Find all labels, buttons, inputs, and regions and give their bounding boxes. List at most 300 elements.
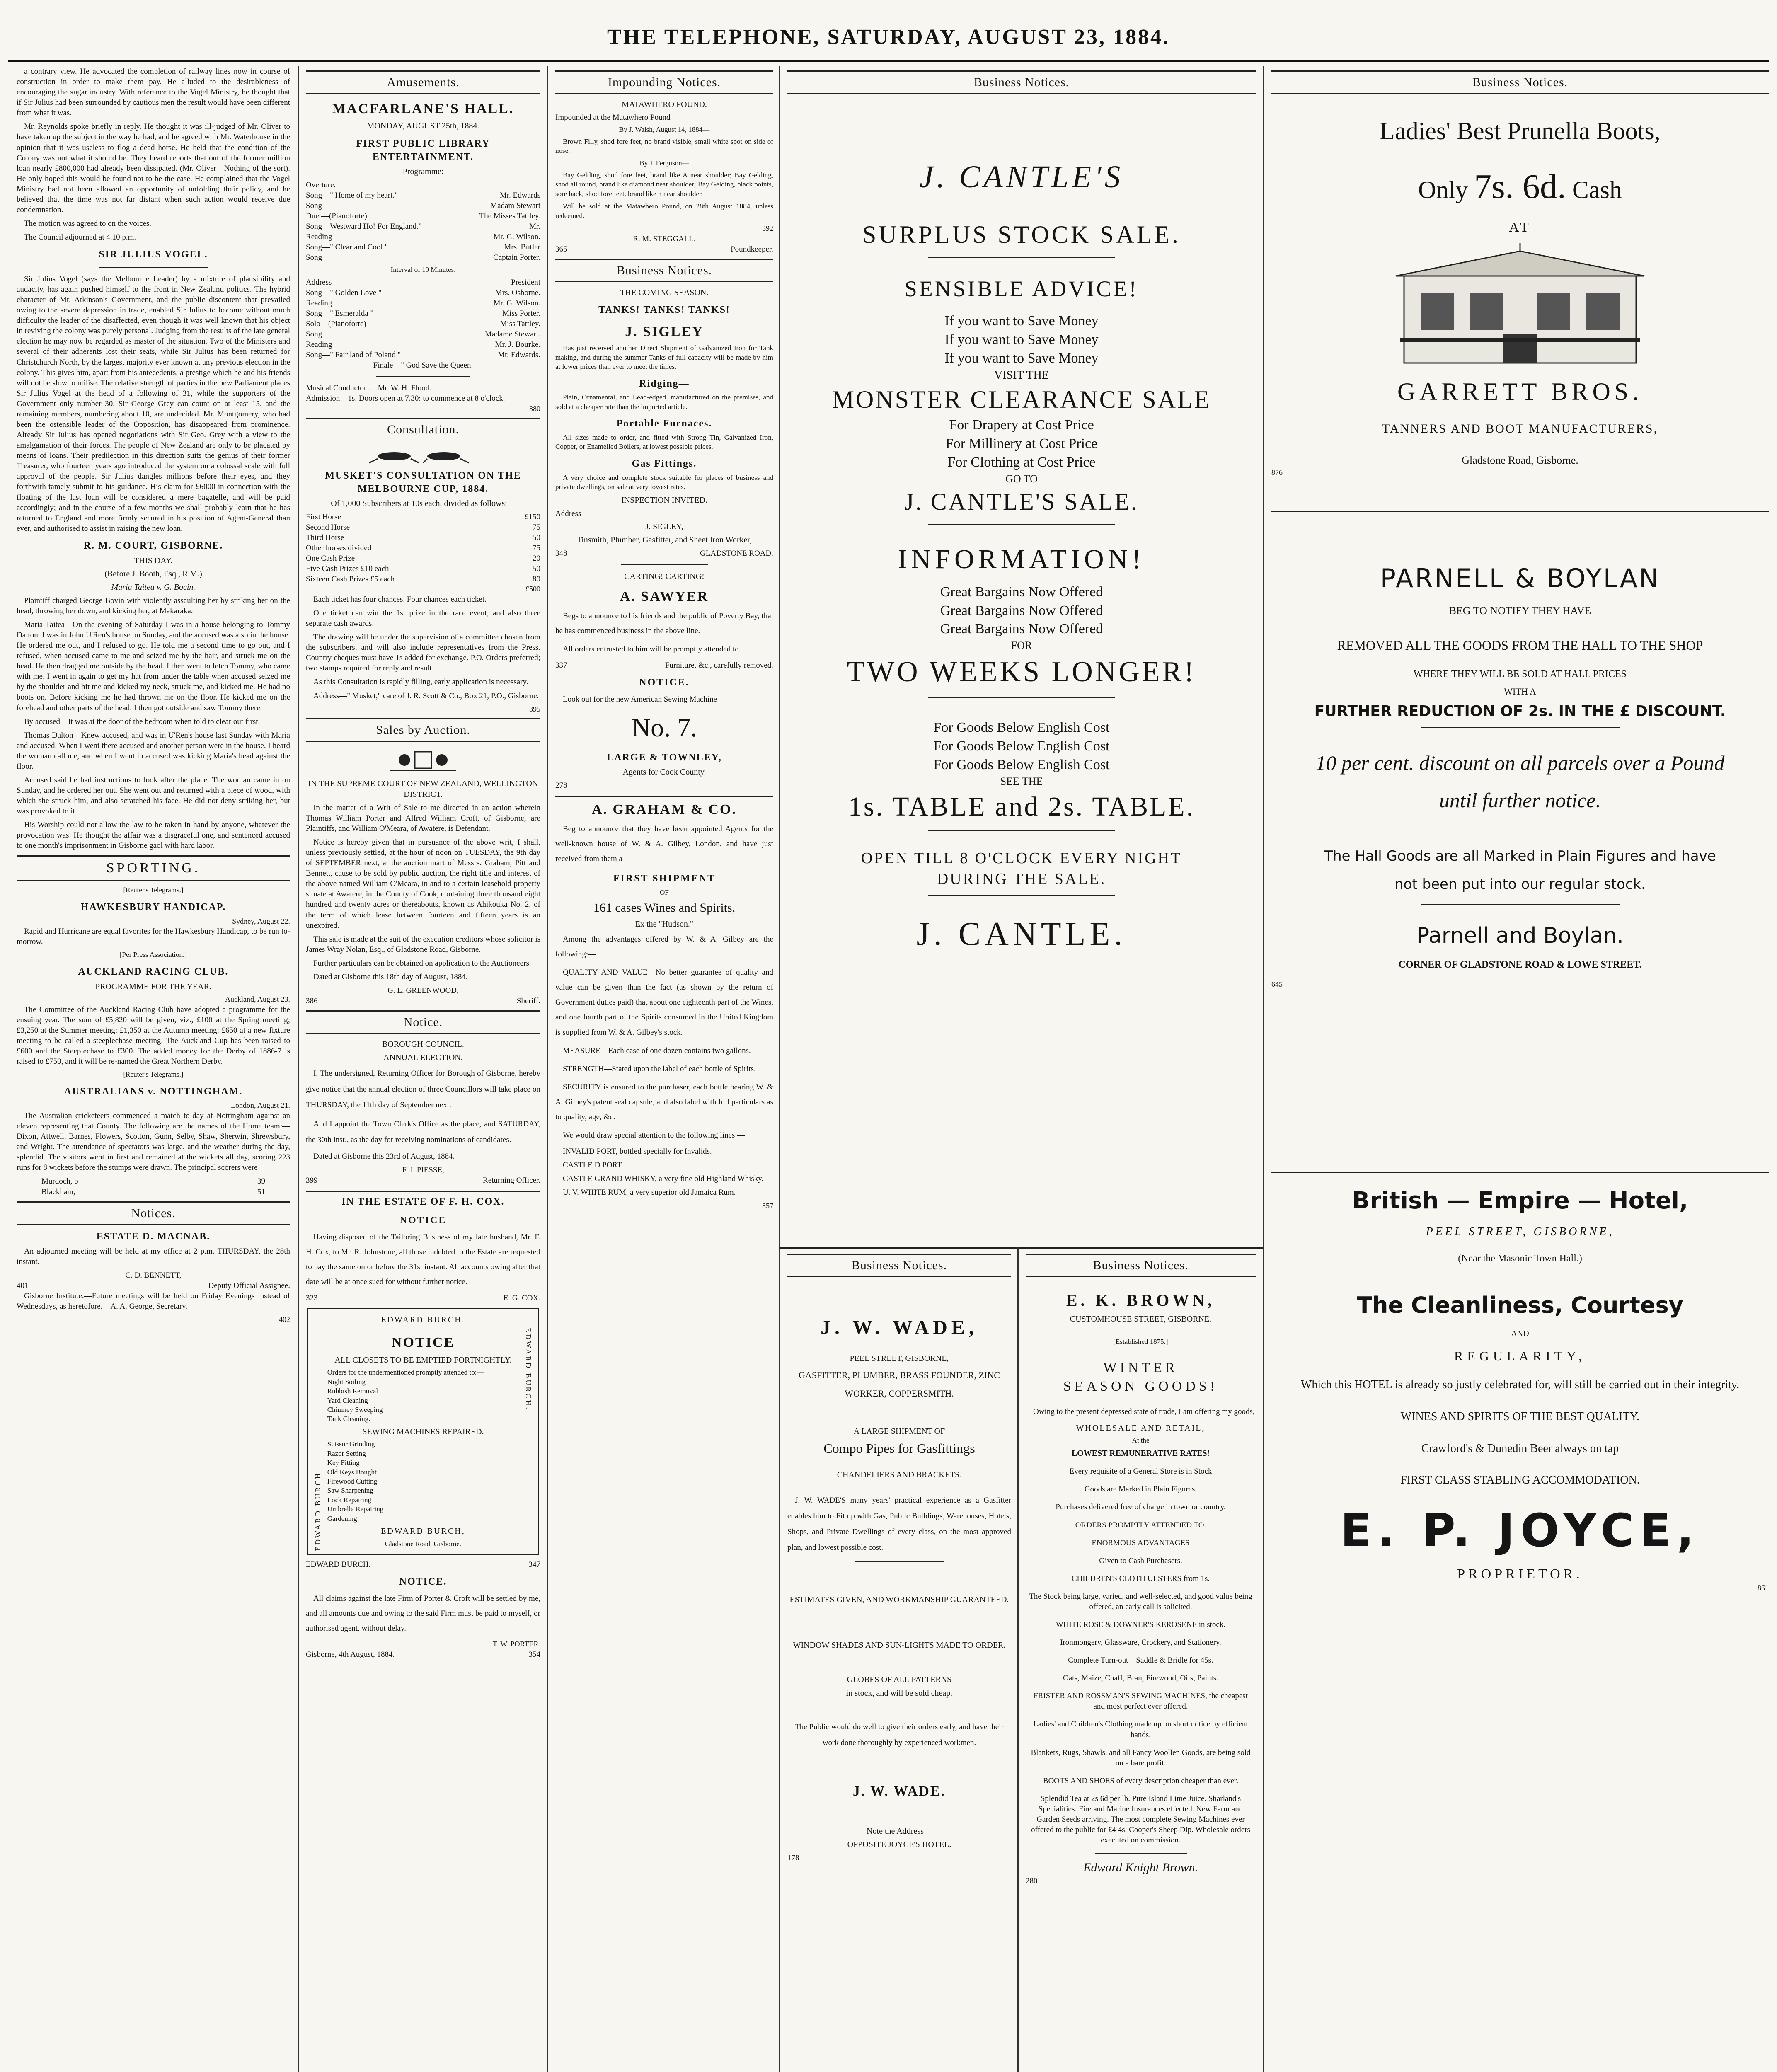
ad-number: 392 [762,224,773,232]
subheading: FIRST SHIPMENT [613,873,716,884]
price: 7s. 6d. [1474,167,1566,206]
signature-row [306,1559,540,1570]
row-value: 75 [533,543,540,552]
signature: G. L. GREENWOOD, [387,986,459,995]
row-label: Five Cash Prizes £10 each [306,564,389,573]
ad-number: 876 [1271,468,1283,477]
divider [928,697,1115,698]
divider [99,267,208,268]
row-label: Third Horse [306,533,344,542]
ad-title: NOTICE [391,1334,455,1350]
player-runs: 51 [257,1187,265,1196]
row-value: President [511,278,540,287]
paragraph: We would draw special attention to the following lines:— [563,1131,745,1140]
subheading: in stock, and will be sold cheap. [846,1688,953,1698]
paragraph: The Public would do well to give their orders early, and have their work done thoroughly by experienced workmen. [795,1723,1004,1748]
row-label: Song [306,201,322,210]
price-label: Cash [1572,176,1622,203]
divider [855,1561,944,1562]
ad-header: EDWARD BURCH. [381,1315,465,1324]
list-row [306,190,540,201]
brown-ad [1026,1249,1256,2072]
player-name: Blackham, [41,1187,75,1196]
signature-row [306,1175,540,1186]
column-divider [547,66,548,2072]
row-value: Miss Tattley. [500,319,540,328]
ad-line: If you want to Save Money [944,313,1099,329]
subheading: ANNUAL ELECTION. [383,1053,463,1063]
subheading: By J. Ferguson— [639,159,689,167]
ad-title: J. W. WADE, [821,1316,978,1339]
section-header: Business Notices. [787,70,1256,94]
list-row [306,308,540,319]
paragraph: Will be sold at the Matawhero Pound, on 28th August 1884, unless redeemed. [555,202,773,220]
ad-line: WITH A [1504,686,1536,697]
ad-line: Great Bargains Now Offered [940,621,1103,637]
score-row [17,1176,290,1186]
address: GLADSTONE ROAD. [700,549,773,558]
row-label: Song—" Golden Love " [306,288,382,297]
subheading: By J. Walsh, August 14, 1884— [619,126,710,134]
paragraph: a contrary view. He advocated the completion of railway lines now in course of construction in order to make them pay. He alluded to the desirableness of encouraging the sugar industry. With reference to the Vogel Ministry, he thought that if Sir Julius had been surrounded by cautious men the result would have been different from what it was. [17,67,290,118]
paragraph: This sale is made at the suit of the execution creditors whose solicitor is James Wray Nolan, Esq., of Gladstone Road, Gisborne. [306,934,540,954]
signature: EDWARD BURCH, [381,1527,465,1536]
subheading: THIS DAY. [134,556,173,565]
section-header: Business Notices. [787,1254,1011,1277]
service-item: Old Keys Bought [327,1468,377,1476]
subheading: GLOBES OF ALL PATTERNS [847,1675,952,1685]
ad-number: 402 [279,1315,290,1324]
paragraph: Brown Filly, shod fore feet, no brand visible, small white spot on side of nose. [555,137,773,155]
burch-content [325,1328,522,1551]
masthead: THE TELEPHONE, SATURDAY, AUGUST 23, 1884. [607,25,1170,49]
divider [621,564,708,565]
row-value: Mrs. Butler [504,243,540,252]
divider [376,376,470,377]
paragraph: Having disposed of the Tailoring Business of my late husband, Mr. F. H. Cox, to Mr. R. Johnstone, all those indebted to the Estate are requested to pay the same on or before the 31st instant. All accounts owing after that date will be at once sued for without further notice. [306,1233,540,1287]
paragraph: In the matter of a Writ of Sale to me directed in an action wherein Thomas William Porter and Alfred William Croft, of Gisborne, are Plaintiffs, and William O'Meara, of Awatere, is Defendant. [306,803,540,833]
brown-list [1026,1466,1256,1845]
address: OPPOSITE JOYCE'S HOTEL. [847,1840,951,1849]
subheading: Of 1,000 Subscribers at 10s each, divided as follows:— [331,499,516,508]
subheading: Portable Furnaces. [616,418,712,429]
source-line: [Per Press Association.] [120,951,187,959]
section-header: Impounding Notices. [555,70,773,94]
racehorse-icon [361,447,485,464]
subheading: BOROUGH COUNCIL. [382,1039,464,1049]
ad-subtitle: 10 per cent. discount on all parcels over a Pound until further notice. [1315,751,1725,812]
row-value: Mr. G. Wilson. [493,298,540,307]
finale: Finale—" God Save the Queen. [373,361,473,370]
signature-role: Returning Officer. [483,1176,540,1185]
ad-number: 354 [528,1650,540,1659]
address: CUSTOMHOUSE STREET, GISBORNE. [1070,1314,1212,1324]
ad-line: For Goods Below English Cost [933,757,1110,772]
subheading: (Before J. Booth, Esq., R.M.) [104,569,202,579]
list-row [306,564,540,574]
list-item: Purchases delivered free of charge in town or country. [1056,1503,1226,1512]
signature: R. M. STEGGALL, [633,234,696,243]
ad-subtitle: INFORMATION! [898,544,1145,574]
signature: J. SIGLEY, [645,522,683,531]
subheading: ALL CLOSETS TO BE EMPTIED FORTNIGHTLY. [334,1355,512,1365]
dateline: Sydney, August 22. [232,917,290,925]
section-header: Consultation. [306,418,540,441]
divider [928,257,1115,258]
ad-line: REMOVED ALL THE GOODS FROM THE HALL TO THE SHOP [1337,637,1703,653]
paragraph: Furniture, &c., carefully removed. [665,661,773,670]
row-value: Captain Porter. [493,253,540,262]
ads-column [306,66,540,2072]
divider [928,895,1115,896]
section-rule [1271,1172,1769,1173]
paragraph: Has just received another Direct Shipment of Galvanized Iron for Tank making, and during the summer Tanks of full capacity will be made by him at lower prices than ever to meet the times. [555,344,773,371]
service-item: Chimney Sweeping [327,1405,383,1414]
ad-line: Great Bargains Now Offered [940,584,1103,600]
address: PEEL STREET, GISBORNE, [1426,1225,1615,1239]
row-label: Reading [306,298,332,307]
ad-title: GARRETT BROS. [1397,378,1643,405]
ad-line: BEG TO NOTIFY THEY HAVE [1449,605,1591,617]
signature: EDWARD BURCH. [306,1560,371,1569]
dateline: London, August 21. [230,1101,290,1110]
paragraph: Begs to announce to his friends and the public of Poverty Bay, that he has commenced business in the above line. [555,611,773,636]
section-header: Amusements. [306,70,540,94]
list-item: The Stock being large, varied, and well-selected, and good value being offered, an early call is solicited. [1029,1592,1252,1611]
side-text: EDWARD BURCH. [524,1327,533,1411]
ad-subtitle: Compo Pipes for Gasfittings [823,1440,975,1456]
paragraph: QUALITY AND VALUE—No better guarantee of quality and value can be given than the fact (as shown by the return of Government duties paid) that about one eighteenth part of the Wines, and one fourth part of the Spirits consumed in the United Kingdom is supplied from W. & A. Gilbey's stock. [555,968,773,1037]
divider [928,830,1115,831]
ad-subtitle: SEASON GOODS! [1063,1379,1218,1394]
list-item: Every requisite of a General Store is in Stock [1069,1467,1212,1476]
list-row [306,298,540,308]
programme-list [306,190,540,263]
conductor: Musical Conductor......Mr. W. H. Flood. [306,384,431,393]
address: CORNER OF GLADSTONE ROAD & LOWE STREET. [1398,959,1642,970]
signature-row [555,548,773,559]
paragraph: Owing to the present depressed state of trade, I am offering my goods, [1033,1407,1255,1416]
ad-title: British — Empire — Hotel, [1352,1187,1688,1215]
list-item: ORDERS PROMPTLY ATTENDED TO. [1075,1520,1206,1530]
service-item: Umbrella Repairing [327,1505,384,1513]
ad-line: (Near the Masonic Town Hall.) [1458,1253,1582,1264]
divider [928,524,1115,525]
cantle-ad [787,66,1256,1243]
subheading: WHOLESALE AND RETAIL, [1076,1423,1206,1433]
section-header: SPORTING. [17,855,290,881]
ad-subtitle: FURTHER REDUCTION OF 2s. IN THE £ DISCOUNT. [1314,702,1726,720]
paragraph: A very choice and complete stock suitable for places of business and private dwellings, on sale at very lowest rates. [555,473,773,491]
row-label: Song—Westward Ho! For England." [306,222,422,231]
list-item: BOOTS AND SHOES of every description cheaper than ever. [1043,1776,1239,1785]
ad-line: AT [1509,219,1531,235]
ad-line: For Goods Below English Cost [933,720,1110,736]
service-item: Scissor Grinding [327,1440,375,1448]
list-row [306,553,540,564]
ad-number: 645 [1271,980,1283,989]
paragraph: Tinsmith, Plumber, Gasfitter, and Sheet Iron Worker, [576,535,752,545]
ad-number: 399 [306,1176,318,1185]
list-item: Complete Turn-out—Saddle & Bridle for 45s. [1068,1656,1213,1665]
ad-number: 380 [529,404,540,413]
score-row [17,1187,290,1197]
signature-row [306,1293,540,1303]
ad-line: WHERE THEY WILL BE SOLD AT HALL PRICES [1414,668,1627,680]
article-title: SIR JULIUS VOGEL. [99,249,208,260]
section-rule [1271,511,1769,512]
paragraph: Among the advantages offered by W. & A. Gilbey are the following:— [555,934,773,959]
signature-role: Sheriff. [516,997,540,1006]
subheading: WINDOW SHADES AND SUN-LIGHTS MADE TO ORDER. [793,1641,1006,1650]
paragraph: I, The undersigned, Returning Officer for Borough of Gisborne, hereby give notice that the annual election of three Councillors will take place on THURSDAY, the 11th day of September next. [306,1069,540,1109]
venue-title: MACFARLANE'S HALL. [332,101,514,116]
service-item: Gardening [327,1514,357,1523]
burch-body [312,1328,535,1551]
subheading: ESTIMATES GIVEN, AND WORKMANSHIP GUARANTEED. [789,1595,1009,1605]
signature-row [555,660,773,670]
row-label: Reading [306,232,332,241]
ad-line: FOR [1011,639,1032,652]
service-item: Rubbish Removal [327,1387,378,1395]
subheading: Gas Fittings. [632,458,697,469]
paragraph: Address—" Musket," care of J. R. Scott & Co., Box 21, P.O., Gisborne. [313,691,539,700]
paragraph: Further particulars can be obtained on application to the Auctioneers. [313,959,531,968]
row-value: 50 [533,533,540,542]
ad-title: No. 7. [631,713,697,743]
ad-subtitle: REGULARITY, [1454,1348,1586,1364]
signature-row [555,244,773,254]
side-text: EDWARD BURCH. [314,1468,322,1551]
admission: Admission—1s. Doors open at 7.30: to commence at 8 o'clock. [306,394,505,403]
programme-list [306,277,540,361]
shop-building-icon [1387,243,1653,367]
paragraph: Notice is hereby given that in pursuance of the above writ, I shall, unless previously settled, at the hour of noon on TUESDAY, the 9th day of SEPTEMBER next, at the auction mart of Messrs. Graham, Pitt and Bennett, cause to be sold by public auction, the right title and interest of the above-named William O'Meara, in and to a certain leasehold property situate at Awatere, in the County of Cook, containing three thousand eight hundred and twenty acres or thereabouts, known as Ahikouka No. 2, of the term of which lease between fourteen and fifteen years is an unexpired. [306,838,540,930]
paragraph: Orders for the undermentioned promptly attended to:— [327,1368,484,1377]
wade-ad [787,1249,1011,2072]
list-item: FRISTER AND ROSSMAN'S SEWING MACHINES, the cheapest and most perfect ever offered. [1034,1692,1248,1711]
list-row [306,574,540,584]
ad-line: For Millinery at Cost Price [945,436,1098,451]
paragraph: Thomas Dalton—Knew accused, and was in U'Ren's house last Sunday with Maria and accused. When I went there accused and another person were in the house. I heard the woman call me, and when I went in accused was kicking Maria's head against the floor. [17,731,290,771]
ad-title: MUSKET'S CONSULTATION ON THE MELBOURNE CUP, 1884. [325,470,521,494]
signature-row [306,1649,540,1660]
notice-title: NOTICE. [399,1576,447,1588]
section-header: Business Notices. [555,259,773,282]
paragraph: CASTLE D PORT. [563,1161,623,1170]
notice-title: NOTICE. [639,677,690,688]
paragraph: Dated at Gisborne this 23rd of August, 1884. [313,1152,455,1161]
prize-total: £500 [525,585,540,593]
subheading: SEWING MACHINES REPAIRED. [362,1427,484,1436]
ad-title: J. CANTLE'S [919,159,1124,194]
subheading: Ridging— [639,378,690,389]
ad-line: WINES AND SPIRITS OF THE BEST QUALITY. [1400,1410,1640,1423]
paragraph: Each ticket has four chances. Four chances each ticket. [313,595,487,604]
service-item: Yard Cleaning [327,1396,368,1404]
list-item: Blankets, Rugs, Shawls, and all Fancy Woollen Goods, are being sold on a bare profit. [1031,1748,1251,1767]
ad-signature: E. P. JOYCE, [1340,1504,1700,1557]
article-title: HAWKESBURY HANDICAP. [80,901,226,913]
notice-title: IN THE ESTATE OF F. H. COX. [306,1191,540,1209]
address: Gladstone Road, Gisborne. [1462,454,1578,467]
list-row [306,288,540,298]
paragraph: All orders entrusted to him will be promptly attended to. [563,645,741,654]
list-row [306,232,540,242]
notice-title: ESTATE D. MACNAB. [96,1231,211,1242]
ad-signature: Parnell and Boylan. [1416,923,1624,949]
ad-number: 347 [528,1560,540,1569]
subheading: LOWEST REMUNERATIVE RATES! [1071,1448,1210,1458]
ad-subtitle: J. CANTLE'S SALE. [904,488,1139,516]
paragraph: All sizes made to order, and fitted with Strong Tin, Galvanized Iron, Copper, or Enamelled Boilers, at lowest possible prices. [555,433,773,451]
signature: E. G. COX. [503,1294,540,1303]
source-line: [Reuter's Telegrams.] [123,886,184,894]
price-line [1271,164,1769,210]
list-row [306,277,540,288]
paragraph: An adjourned meeting will be held at my office at 2 p.m. THURSDAY, the 28th instant. [17,1247,290,1266]
row-label: Song—" Home of my heart." [306,191,398,200]
ad-line: For Goods Below English Cost [933,738,1110,754]
subheading: [Established 1875.] [1113,1337,1168,1346]
row-label: First Horse [306,512,341,521]
service-item: Firewood Cutting [327,1477,378,1485]
list-item: Given to Cash Purchasers. [1099,1556,1182,1565]
ad-line: If you want to Save Money [944,351,1099,366]
ad-number: 365 [555,244,567,254]
subheading: At the [1132,1436,1150,1445]
article-title: AUSTRALIANS v. NOTTINGHAM. [64,1086,243,1097]
player-name: Murdoch, b [41,1177,78,1186]
trades: GASFITTER, PLUMBER, BRASS FOUNDER, ZINC WORKER, COPPERSMITH. [799,1370,1000,1399]
column-divider [1263,66,1264,2072]
notice-title: NOTICE [399,1215,447,1226]
paragraph: Note the Address— [867,1827,932,1836]
list-row [306,522,540,533]
list-row [306,211,540,221]
paragraph: One ticket can win the 1st prize in the race event, and also three separate cash awards. [306,608,540,628]
signature-role: Deputy Official Assignee. [208,1281,290,1290]
ad-line: Crawford's & Dunedin Beer always on tap [1421,1442,1619,1455]
paragraph: As this Consultation is rapidly filling, early application is necessary. [313,678,528,687]
programme-item: Overture. [306,180,336,189]
list-item: Oats, Maize, Chaff, Bran, Firewood, Oils, Paints. [1063,1674,1218,1683]
list-row [306,543,540,553]
paragraph: STRENGTH—Stated upon the label of each bottle of Spirits. [563,1064,756,1073]
service-item: Lock Repairing [327,1496,371,1504]
ad-subtitle: TANNERS AND BOOT MANUFACTURERS, [1382,421,1658,436]
paragraph: Plaintiff charged George Bovin with violently assaulting her by striking her on the head, throwing her down, and kicking her, at Makaraka. [17,596,290,615]
ad-subtitle: 1s. TABLE and 2s. TABLE. [848,791,1195,822]
row-value: Mr. Edwards. [498,351,540,360]
ads-column [1271,66,1769,2072]
case-title: Maria Taitea v. G. Bocin. [111,583,196,592]
list-item: Goods are Marked in Plain Figures. [1084,1485,1197,1494]
service-item: Razor Setting [327,1449,366,1457]
paragraph: CASTLE GRAND WHISKY, a very fine old Highland Whisky. [563,1174,764,1184]
list-item: CHILDREN'S CLOTH ULSTERS from 1s. [1071,1574,1210,1583]
ad-number: 401 [17,1281,29,1290]
paragraph: U. V. WHITE RUM, a very superior old Jamaica Rum. [563,1188,736,1197]
list-row [306,533,540,543]
row-value: 75 [533,523,540,532]
ad-title: E. K. BROWN, [1066,1290,1215,1310]
list-item: Splendid Tea at 2s 6d per lb. Pure Island Lime Juice. Sharland's Specialities. Fire and Marine Insurances effected. New Farm and Garden Seeds arriving. The most complete Sewing Machines ever offered to the public for £4 4s. Cooper's Sheep Dip. Wholesale orders executed on commission. [1031,1794,1250,1845]
address: PEEL STREET, GISBORNE, [850,1353,949,1363]
section-header: Notices. [17,1201,290,1225]
ad-line: The Hall Goods are all Marked in Plain Figures and have not been put into our regular stock. [1324,848,1716,893]
service-item: Key Fitting [327,1459,360,1467]
ad-line: Great Bargains Now Offered [940,603,1103,618]
row-label: Song [306,253,322,262]
paragraph: The drawing will be under the supervision of a committee chosen from the subscribers, and will also include representatives from the Press. Country cheques must have 1s added for exchange. P.O. Orders preferred; two stamps required for reply and result. [306,633,540,673]
ad-title: A. GRAHAM & CO. [555,796,773,819]
subheading: CARTING! CARTING! [624,571,705,581]
dateline: Auckland, August 23. [225,995,290,1003]
subheading: CHANDELIERS AND BRACKETS. [837,1470,962,1479]
paragraph: Look out for the new American Sewing Machine [563,695,717,704]
row-value: Mr. J. Bourke. [495,340,540,349]
paragraph: SECURITY is ensured to the purchaser, each bottle bearing W. & A. Gilbey's patent seal capsule, and also label with full particulars as to quality, age, &c. [555,1082,773,1121]
ad-signature: J. W. WADE. [852,1784,946,1799]
ad-number: 178 [787,1853,799,1862]
row-value: Miss Porter. [502,309,540,318]
subheading: THE COMING SEASON. [620,288,709,297]
ad-subtitle: WINTER [1103,1360,1178,1376]
list-row [306,221,540,232]
subheading: OF [660,888,669,896]
ad-number: 395 [529,704,540,713]
ad-line: For Clothing at Cost Price [947,454,1096,470]
section-header: Sales by Auction. [306,718,540,742]
article-title: AUCKLAND RACING CLUB. [78,966,229,977]
paragraph: Accused said he had instructions to look after the place. The woman came in on Sunday, and he ordered her out. She went out and returned with a piece of wood, with which she struck him, and also scratched his face. He did not deny striking her, but was provoked to it. [17,775,290,816]
ad-number: 357 [762,1201,773,1210]
ad-line: Which this HOTEL is already so justly celebrated for, will still be carried out in their integrity. [1300,1378,1740,1391]
ad-number: 386 [306,997,318,1006]
ad-number: 348 [555,549,567,558]
subheading: Ex the "Hudson." [635,919,694,929]
ad-subtitle: MONSTER CLEARANCE SALE [832,385,1211,413]
burch-ad [307,1308,539,1555]
list-row [306,329,540,339]
column-divider [779,66,780,2072]
row-value: Madam Stewart [490,201,540,210]
section-header: Business Notices. [1271,70,1769,94]
list-row [306,242,540,252]
subheading: Programme: [402,167,444,177]
date-line: Gisborne, 4th August, 1884. [306,1650,395,1659]
ad-signature: J. CANTLE. [916,916,1127,953]
masthead-rule [8,60,1769,62]
row-value: Mr. G. Wilson. [493,232,540,241]
signature: LARGE & TOWNLEY, [607,752,722,763]
list-item: Ironmongery, Glassware, Crockery, and Stationery. [1060,1638,1221,1647]
list-row [306,201,540,211]
row-label: Address [306,278,332,287]
row-value: Mr. Edwards [499,191,540,200]
row-label: One Cash Prize [306,554,355,563]
row-label: Song [306,330,322,339]
address: Gladstone Road, Gisborne. [385,1539,462,1548]
paragraph: Mr. Reynolds spoke briefly in reply. He thought it was ill-judged of Mr. Oliver to have taken up the subject in the way he had, and he agreed with Mr. Waterhouse in the opinion that it was useless to flog a dead horse. He held that the condition of the Colony was not what it should be. They heard reports that out of the former million loan nearly £800,000 had already been dissipated. (Mr. Oliver—Nothing of the sort). He only hoped this would be found not to be the case. He complained that the Vogel Ministry had not been allowed an opportunity of unfolding their policy, and he believed that the time was not far distant when such action would receive due condemnation. [17,122,290,215]
signature-row [17,1280,290,1291]
paragraph: Plain, Ornamental, and Lead-edged, manufactured on the premises, and sold at a cheaper rate than the imported article. [555,393,773,411]
row-value: Mrs. Osborne. [495,288,540,297]
paragraph: The Committee of the Auckland Racing Club have adopted a programme for the ensuing year. The sum of £5,820 will be given, viz., £100 at the Spring meeting; £3,250 at the Summer meeting; £1,350 at the Autumn meeting; £650 at a new fixture meeting to be called a steeplechase meeting. The Auckland Cup has been raised to £600 and the Steeplechase to £300. The added money for the Derby of 1886-7 is raised to £750, and it will be re-named the Great Northern Derby. [17,1005,290,1066]
paragraph: Dated at Gisborne this 18th day of August, 1884. [313,972,468,981]
column-divider [298,66,299,2072]
